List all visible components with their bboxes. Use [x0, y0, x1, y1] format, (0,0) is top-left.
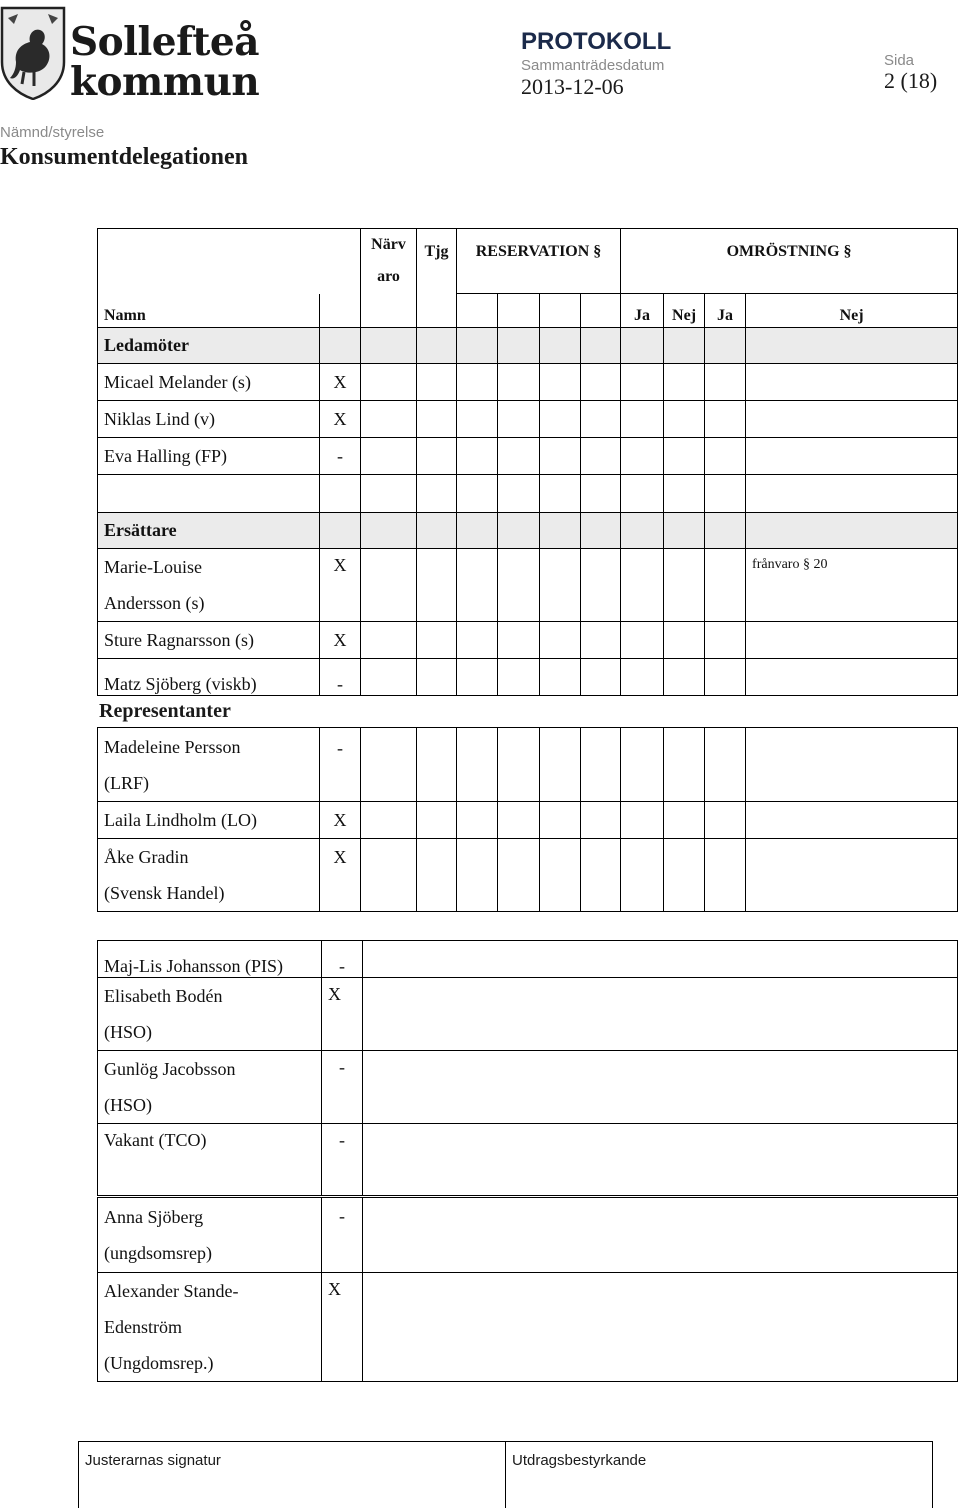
- table-row: [98, 622, 958, 659]
- table-row: [98, 1198, 958, 1273]
- table-row: [98, 802, 958, 839]
- presence-mark: X: [320, 622, 361, 659]
- note-text: frånvaro § 20: [746, 549, 958, 622]
- page-number: 2 (18): [884, 68, 938, 93]
- logo-line-2: kommun: [70, 59, 260, 105]
- member-name: Niklas Lind (v): [98, 401, 320, 438]
- attendance-table-others-1: [97, 940, 958, 1196]
- attendance-table-others-2: [97, 1197, 958, 1382]
- member-name: Åke Gradin (Svensk Handel): [98, 839, 320, 912]
- presence-mark: -: [320, 728, 361, 802]
- table-row: [98, 475, 958, 513]
- member-name: Sture Ragnarsson (s): [98, 622, 320, 659]
- table-row: [98, 401, 958, 438]
- table-row: [98, 978, 958, 1051]
- member-name: Micael Melander (s): [98, 364, 320, 401]
- presence-mark: X: [322, 978, 363, 1051]
- section-title-substitutes: Ersättare: [98, 513, 320, 549]
- date-label: Sammanträdesdatum: [521, 57, 665, 74]
- coat-of-arms-icon: [0, 4, 66, 100]
- section-title-representatives: Representanter: [99, 700, 235, 723]
- presence-mark: -: [320, 659, 361, 696]
- presence-mark: X: [320, 401, 361, 438]
- member-name: Vakant (TCO): [98, 1124, 322, 1196]
- board-label: Nämnd/styrelse: [0, 124, 105, 141]
- presence-mark: -: [322, 1051, 363, 1124]
- table-row: [98, 549, 958, 622]
- municipality-logo: [0, 4, 270, 104]
- table-row: [98, 941, 958, 978]
- presence-mark: -: [322, 941, 363, 978]
- presence-mark: X: [320, 839, 361, 912]
- member-name: Matz Sjöberg (viskb): [98, 659, 320, 696]
- board-name: Konsumentdelegationen: [0, 144, 249, 170]
- page-label: Sida: [884, 52, 915, 69]
- table-row: [98, 438, 958, 475]
- table-row: [98, 1124, 958, 1196]
- col-tjg-header: Tjg: [417, 229, 457, 294]
- meeting-date: 2013-12-06: [521, 74, 624, 99]
- table-row: [98, 1051, 958, 1124]
- table-row: [98, 659, 958, 696]
- presence-mark: X: [322, 1273, 363, 1382]
- signature-label: Justerarnas signatur: [79, 1442, 506, 1508]
- table-row: [98, 364, 958, 401]
- attendance-table-representatives: [97, 727, 958, 912]
- table-row: [98, 728, 958, 802]
- logo-line-1: Sollefteå: [70, 19, 259, 65]
- vote-nej-1: Nej: [664, 294, 705, 328]
- vote-ja-2: Ja: [705, 294, 746, 328]
- member-name: Marie-Louise Andersson (s): [98, 549, 320, 622]
- presence-mark: X: [320, 802, 361, 839]
- presence-mark: X: [320, 364, 361, 401]
- member-name: Eva Halling (FP): [98, 438, 320, 475]
- section-title-members: Ledamöter: [98, 328, 320, 364]
- member-name: Laila Lindholm (LO): [98, 802, 320, 839]
- col-name-header: Namn: [98, 294, 320, 328]
- attendance-table-main: [97, 228, 958, 696]
- member-name: Anna Sjöberg (ungdsomsrep): [98, 1198, 322, 1273]
- presence-mark: -: [322, 1124, 363, 1196]
- col-present-header: Närv aro: [361, 229, 417, 294]
- extract-label: Utdragsbestyrkande: [506, 1442, 933, 1508]
- member-name: Madeleine Persson (LRF): [98, 728, 320, 802]
- presence-mark: X: [320, 549, 361, 622]
- presence-mark: -: [320, 438, 361, 475]
- presence-mark: [320, 475, 361, 513]
- member-name: Alexander Stande- Edenström (Ungdomsrep.): [98, 1273, 322, 1382]
- member-name: [98, 475, 320, 513]
- presence-mark: -: [322, 1198, 363, 1273]
- member-name: Elisabeth Bodén (HSO): [98, 978, 322, 1051]
- col-reservation-header: RESERVATION §: [457, 229, 621, 294]
- table-row: [98, 839, 958, 912]
- member-name: Maj-Lis Johansson (PIS): [98, 941, 322, 978]
- signature-footer: [78, 1441, 933, 1508]
- member-name: Gunlög Jacobsson (HSO): [98, 1051, 322, 1124]
- vote-nej-2: Nej: [746, 294, 958, 328]
- col-vote-header: OMRÖSTNING §: [621, 229, 958, 294]
- vote-ja-1: Ja: [621, 294, 664, 328]
- table-row: [98, 1273, 958, 1382]
- document-type: PROTOKOLL: [521, 28, 672, 55]
